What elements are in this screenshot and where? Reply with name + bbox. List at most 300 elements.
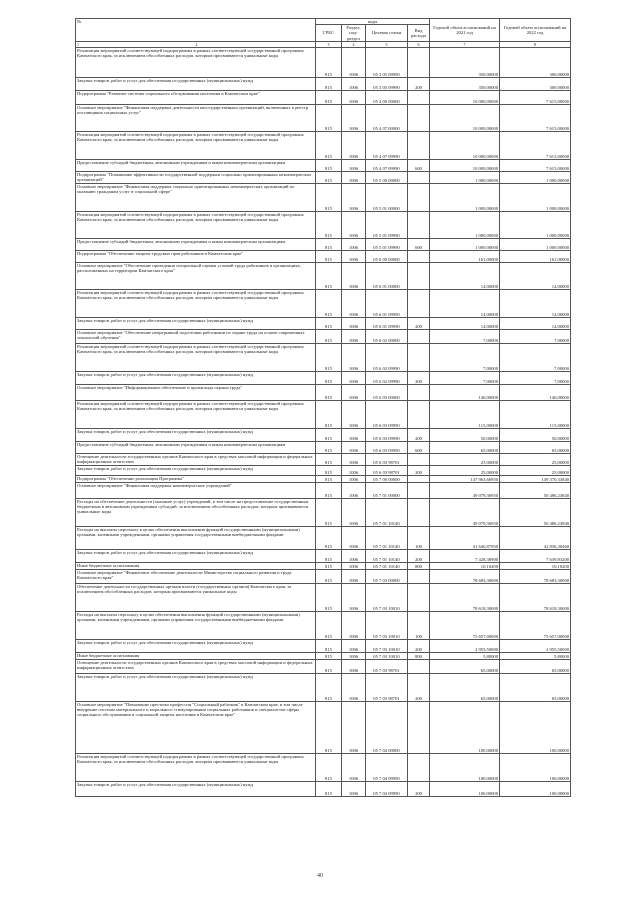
row-section: 1006 bbox=[342, 673, 366, 701]
row-target-article: 05 6 01 09990 bbox=[366, 317, 408, 329]
row-expense-type bbox=[408, 498, 430, 526]
row-section: 1006 bbox=[342, 183, 366, 211]
row-target-article: 05 6 02 00000 bbox=[366, 329, 408, 343]
column-index: 1 2 bbox=[76, 41, 316, 47]
row-expense-type bbox=[408, 475, 430, 482]
row-grbs: 815 bbox=[316, 77, 342, 90]
row-grbs: 815 bbox=[316, 482, 342, 498]
row-grbs: 815 bbox=[316, 289, 342, 317]
row-target-article: 05 4 07 00000 bbox=[366, 104, 408, 131]
row-name: Закупка товаров, работ и услуг для обеспечения государственных (муниципальных) нужд bbox=[76, 317, 316, 329]
row-name: Иные бюджетные ассигнования bbox=[76, 562, 316, 569]
table-body bbox=[76, 47, 571, 796]
row-amount-2022: 78 618,30000 bbox=[500, 583, 571, 611]
table-row bbox=[76, 131, 571, 159]
row-name: Основное мероприятие "Обеспечение проведения специальной оценки условий труда работников в организациях, расположенных на территории Камчатского края" bbox=[76, 262, 316, 289]
row-amount-2021: 1 000,00000 bbox=[430, 171, 500, 183]
row-name: Основное мероприятие "Финансовое обеспечение деятельности Министерства социального развития и труда Камчатского края" bbox=[76, 569, 316, 583]
row-grbs: 815 bbox=[316, 171, 342, 183]
row-target-article: 05 6 03 09990 bbox=[366, 428, 408, 441]
table-row bbox=[76, 652, 571, 659]
row-section: 1006 bbox=[342, 90, 366, 104]
row-target-article: 05 6 03 98701 bbox=[366, 465, 408, 475]
row-section: 1006 bbox=[342, 171, 366, 183]
row-target-article: 05 5 00 00000 bbox=[366, 171, 408, 183]
row-target-article: 05 6 03 09990 bbox=[366, 400, 408, 428]
row-expense-type bbox=[408, 659, 430, 673]
row-amount-2022: 65,00000 bbox=[500, 673, 571, 701]
header-year-2022: Годовой объем ассигнований на 2022 год bbox=[500, 19, 571, 42]
row-name: Основное мероприятие "Информационное обеспечение и пропаганда охраны труда" bbox=[76, 384, 316, 400]
row-name: Основное мероприятие "Повышение престижа профессии "Социальный работник" в Камчатском крае, в том числе внедрение системы материального и морального стимулирования социальных работников и специалистов сферы социального обслуживания и социальной защиты населения в Камчатском крае" bbox=[76, 701, 316, 753]
row-target-article: 05 6 03 09990 bbox=[366, 441, 408, 453]
row-amount-2022: 25,00000 bbox=[500, 465, 571, 475]
row-amount-2022: 161,00000 bbox=[500, 250, 571, 262]
row-expense-type bbox=[408, 453, 430, 465]
table-row bbox=[76, 482, 571, 498]
row-amount-2021: 49 079,36950 bbox=[430, 482, 500, 498]
table-row bbox=[76, 673, 571, 701]
row-name: Реализация мероприятий соответствующей подпрограммы в рамках соответствующей государственной программы Камчатского края, за исключением обособленных расходов, которым присваиваются уникальные коды bbox=[76, 211, 316, 238]
row-grbs: 815 bbox=[316, 428, 342, 441]
row-section: 1006 bbox=[342, 781, 366, 796]
row-name: Подпрограмма "Обеспечение реализации Программы" bbox=[76, 475, 316, 482]
row-grbs: 815 bbox=[316, 652, 342, 659]
row-grbs: 815 bbox=[316, 659, 342, 673]
row-grbs: 815 bbox=[316, 317, 342, 329]
table-row bbox=[76, 384, 571, 400]
row-amount-2021: 7 428,38900 bbox=[430, 549, 500, 562]
column-index: 6 bbox=[408, 41, 430, 47]
row-grbs: 815 bbox=[316, 371, 342, 384]
row-amount-2021: 100,00000 bbox=[430, 701, 500, 753]
row-grbs: 815 bbox=[316, 47, 342, 77]
row-expense-type: 800 bbox=[408, 562, 430, 569]
row-grbs: 815 bbox=[316, 781, 342, 796]
row-amount-2021: 65,00000 bbox=[430, 659, 500, 673]
table-row bbox=[76, 583, 571, 611]
row-grbs: 815 bbox=[316, 262, 342, 289]
row-amount-2021: 140,00000 bbox=[430, 384, 500, 400]
row-amount-2022: 100,00000 bbox=[500, 753, 571, 781]
row-expense-type bbox=[408, 131, 430, 159]
column-index: 4 bbox=[342, 41, 366, 47]
table-row bbox=[76, 171, 571, 183]
table-row bbox=[76, 753, 571, 781]
row-amount-2021: 50,00000 bbox=[430, 428, 500, 441]
row-section: 1006 bbox=[342, 384, 366, 400]
row-target-article: 05 6 03 98701 bbox=[366, 453, 408, 465]
header-expense-type: Вид расхода bbox=[408, 25, 430, 42]
row-amount-2021: 65,00000 bbox=[430, 441, 500, 453]
row-target-article: 05 5 01 00000 bbox=[366, 183, 408, 211]
row-amount-2021: 350,00000 bbox=[430, 77, 500, 90]
row-name: Основное мероприятие "Финансовая поддержка социально ориентированных некоммерческих организаций по оказанию гражданам услуг в социальной сфере" bbox=[76, 183, 316, 211]
row-name: Предоставление субсидий бюджетным, автономным учреждениям и иным некоммерческим организациям bbox=[76, 441, 316, 453]
table-row bbox=[76, 498, 571, 526]
row-name: Закупка товаров, работ и услуг для обеспечения государственных (муниципальных) нужд bbox=[76, 673, 316, 701]
row-expense-type: 100 bbox=[408, 611, 430, 639]
row-amount-2021: 115,00000 bbox=[430, 400, 500, 428]
row-grbs: 815 bbox=[316, 131, 342, 159]
row-target-article: 05 7 01 10140 bbox=[366, 549, 408, 562]
row-name: Подпрограмма "Обеспечение защиты трудовых прав работников в Камчатском крае" bbox=[76, 250, 316, 262]
row-expense-type bbox=[408, 400, 430, 428]
row-expense-type: 200 bbox=[408, 317, 430, 329]
row-amount-2021: 147 963,66950 bbox=[430, 475, 500, 482]
row-target-article: 05 7 03 10010 bbox=[366, 639, 408, 652]
row-amount-2022: 1 000,00000 bbox=[500, 211, 571, 238]
row-expense-type bbox=[408, 171, 430, 183]
header-section: Раздел, под-раздел bbox=[342, 25, 366, 42]
row-amount-2022: 1 000,00000 bbox=[500, 238, 571, 250]
row-target-article: 05 5 01 09990 bbox=[366, 211, 408, 238]
table-row bbox=[76, 562, 571, 569]
row-expense-type: 600 bbox=[408, 159, 430, 171]
row-section: 1006 bbox=[342, 47, 366, 77]
header-year-2021: Годовой объем ассигнований на 2021 год bbox=[430, 19, 500, 42]
row-target-article: 05 7 04 00000 bbox=[366, 701, 408, 753]
table-row bbox=[76, 183, 571, 211]
row-section: 1006 bbox=[342, 104, 366, 131]
row-amount-2021: 10 000,00000 bbox=[430, 90, 500, 104]
table-row bbox=[76, 701, 571, 753]
row-name: Закупка товаров, работ и услуг для обеспечения государственных (муниципальных) нужд bbox=[76, 77, 316, 90]
row-amount-2021: 10 000,00000 bbox=[430, 159, 500, 171]
row-name: Предоставление субсидий бюджетным, автономным учреждениям и иным некоммерческим организациям bbox=[76, 159, 316, 171]
row-amount-2022: 1 000,00000 bbox=[500, 171, 571, 183]
row-grbs: 815 bbox=[316, 441, 342, 453]
row-name: Закупка товаров, работ и услуг для обеспечения государственных (муниципальных) нужд bbox=[76, 428, 316, 441]
page-number: 40 bbox=[317, 873, 323, 879]
row-name: Реализация мероприятий соответствующей подпрограммы в рамках соответствующей государственной программы Камчатского края, за исключением обособленных расходов, которым присваиваются уникальные коды bbox=[76, 131, 316, 159]
row-amount-2021: 75 657,00000 bbox=[430, 611, 500, 639]
row-name: Подпрограмма "Повышение эффективности государственной поддержки социально ориентированных некоммерческих организаций" bbox=[76, 171, 316, 183]
row-amount-2022: 14,00000 bbox=[500, 317, 571, 329]
table-row bbox=[76, 289, 571, 317]
table-row bbox=[76, 77, 571, 90]
row-section: 1006 bbox=[342, 453, 366, 465]
row-amount-2021: 10,10200 bbox=[430, 562, 500, 569]
row-expense-type: 200 bbox=[408, 781, 430, 796]
row-amount-2022: 65,00000 bbox=[500, 659, 571, 673]
table-row bbox=[76, 453, 571, 465]
row-amount-2021: 78 618,30000 bbox=[430, 583, 500, 611]
row-name: Закупка товаров, работ и услуг для обеспечения государственных (муниципальных) нужд bbox=[76, 639, 316, 652]
row-name: Закупка товаров, работ и услуг для обеспечения государственных (муниципальных) нужд bbox=[76, 465, 316, 475]
row-amount-2022: 100,00000 bbox=[500, 781, 571, 796]
header-num: № bbox=[76, 19, 316, 42]
row-name: Расходы на обеспечение деятельности (оказание услуг) учреждений, в том числе на предоставление государственным бюджетным и автономным учреждениям субсидий, за исключением обособленных расходов, которым присваиваются уникальные коды bbox=[76, 498, 316, 526]
row-grbs: 815 bbox=[316, 329, 342, 343]
row-grbs: 815 bbox=[316, 583, 342, 611]
row-amount-2021: 14,00000 bbox=[430, 262, 500, 289]
row-section: 1006 bbox=[342, 131, 366, 159]
row-amount-2022: 7,00000 bbox=[500, 371, 571, 384]
table-row bbox=[76, 317, 571, 329]
row-target-article: 05 7 03 10010 bbox=[366, 611, 408, 639]
row-grbs: 815 bbox=[316, 250, 342, 262]
table-row bbox=[76, 465, 571, 475]
budget-table-sheet bbox=[75, 18, 570, 797]
row-expense-type bbox=[408, 104, 430, 131]
row-amount-2022: 25,00000 bbox=[500, 453, 571, 465]
row-name: Реализация мероприятий соответствующей подпрограммы в рамках соответствующей государственной программы Камчатского края, за исключением обособленных расходов, которым присваиваются уникальные коды bbox=[76, 47, 316, 77]
table-row bbox=[76, 441, 571, 453]
row-expense-type bbox=[408, 569, 430, 583]
row-amount-2022: 7 615,00000 bbox=[500, 131, 571, 159]
table-row bbox=[76, 90, 571, 104]
row-expense-type: 200 bbox=[408, 639, 430, 652]
row-name: Расходы на выплаты персоналу в целях обеспечения выполнения функций государственными (муниципальными) органами, казенными учреждениями, органами управления государственными внебюджетными фондами bbox=[76, 526, 316, 549]
row-expense-type: 800 bbox=[408, 652, 430, 659]
row-amount-2022: 2 955,50000 bbox=[500, 639, 571, 652]
row-amount-2022: 50 486,23840 bbox=[500, 482, 571, 498]
row-amount-2021: 1 000,00000 bbox=[430, 238, 500, 250]
row-name: Расходы на выплаты персоналу в целях обеспечения выполнения функций государственными (муниципальными) органами, казенными учреждениями, органами управления государственными внебюджетными фондами bbox=[76, 611, 316, 639]
row-name: Предоставление субсидий бюджетным, автономным учреждениям и иным некоммерческим организациям bbox=[76, 238, 316, 250]
header-target-article: Целевая статья bbox=[366, 25, 408, 42]
row-expense-type: 200 bbox=[408, 371, 430, 384]
row-grbs: 815 bbox=[316, 475, 342, 482]
row-name: Основное мероприятие "Финансовая поддержка деятельности негосударственных организаций, включенных в реестр поставщиков социальных услуг" bbox=[76, 104, 316, 131]
row-amount-2022: 7 639,83200 bbox=[500, 549, 571, 562]
row-target-article: 05 7 01 10140 bbox=[366, 562, 408, 569]
row-expense-type bbox=[408, 47, 430, 77]
row-expense-type bbox=[408, 211, 430, 238]
table-row bbox=[76, 343, 571, 371]
row-target-article: 05 7 00 00000 bbox=[366, 475, 408, 482]
table-row bbox=[76, 262, 571, 289]
row-amount-2021: 1 000,00000 bbox=[430, 183, 500, 211]
row-section: 1006 bbox=[342, 569, 366, 583]
row-expense-type bbox=[408, 384, 430, 400]
table-row bbox=[76, 371, 571, 384]
row-target-article: 05 6 01 09990 bbox=[366, 289, 408, 317]
row-grbs: 815 bbox=[316, 384, 342, 400]
row-name: Реализация мероприятий соответствующей подпрограммы в рамках соответствующей государственной программы Камчатского края, за исключением обособленных расходов, которым присваиваются уникальные коды bbox=[76, 753, 316, 781]
table-row bbox=[76, 47, 571, 77]
row-grbs: 815 bbox=[316, 238, 342, 250]
row-expense-type bbox=[408, 183, 430, 211]
row-target-article: 05 7 01 10140 bbox=[366, 498, 408, 526]
row-section: 1006 bbox=[342, 498, 366, 526]
row-expense-type bbox=[408, 701, 430, 753]
row-amount-2022: 10,10200 bbox=[500, 562, 571, 569]
column-index: 7 bbox=[430, 41, 500, 47]
row-section: 1006 bbox=[342, 159, 366, 171]
row-expense-type bbox=[408, 482, 430, 498]
row-expense-type bbox=[408, 262, 430, 289]
row-grbs: 815 bbox=[316, 211, 342, 238]
row-amount-2021: 7,00000 bbox=[430, 371, 500, 384]
row-target-article: 05 7 04 09990 bbox=[366, 781, 408, 796]
row-amount-2022: 1 000,00000 bbox=[500, 183, 571, 211]
row-section: 1006 bbox=[342, 289, 366, 317]
table-row bbox=[76, 238, 571, 250]
row-section: 1006 bbox=[342, 639, 366, 652]
row-target-article: 05 7 03 10010 bbox=[366, 583, 408, 611]
table-row bbox=[76, 659, 571, 673]
row-amount-2021: 78 683,30000 bbox=[430, 569, 500, 583]
row-name: Реализация мероприятий соответствующей подпрограммы в рамках соответствующей государственной программы Камчатского края, за исключением обособленных расходов, которым присваиваются уникальные коды bbox=[76, 289, 316, 317]
row-expense-type: 100 bbox=[408, 526, 430, 549]
row-expense-type bbox=[408, 90, 430, 104]
row-target-article: 05 7 03 10010 bbox=[366, 652, 408, 659]
column-index: 5 bbox=[366, 41, 408, 47]
row-name: Иные бюджетные ассигнования bbox=[76, 652, 316, 659]
row-grbs: 815 bbox=[316, 562, 342, 569]
row-amount-2022: 7,00000 bbox=[500, 343, 571, 371]
row-amount-2021: 100,00000 bbox=[430, 781, 500, 796]
table-header bbox=[76, 19, 571, 48]
row-target-article: 05 6 01 00000 bbox=[366, 262, 408, 289]
row-section: 1006 bbox=[342, 77, 366, 90]
row-amount-2022: 7 615,00000 bbox=[500, 104, 571, 131]
row-amount-2021: 350,00000 bbox=[430, 47, 500, 77]
table-row bbox=[76, 639, 571, 652]
row-grbs: 815 bbox=[316, 90, 342, 104]
row-amount-2022: 7 615,00000 bbox=[500, 159, 571, 171]
row-grbs: 815 bbox=[316, 569, 342, 583]
row-grbs: 815 bbox=[316, 400, 342, 428]
row-grbs: 815 bbox=[316, 673, 342, 701]
row-section: 1006 bbox=[342, 329, 366, 343]
row-expense-type bbox=[408, 583, 430, 611]
header-codes: коды bbox=[316, 19, 430, 25]
row-amount-2021: 1 000,00000 bbox=[430, 211, 500, 238]
row-grbs: 815 bbox=[316, 549, 342, 562]
row-target-article: 05 7 03 98701 bbox=[366, 673, 408, 701]
row-expense-type: 200 bbox=[408, 77, 430, 90]
row-target-article: 05 7 01 00000 bbox=[366, 482, 408, 498]
row-grbs: 815 bbox=[316, 159, 342, 171]
row-section: 1006 bbox=[342, 343, 366, 371]
row-expense-type: 200 bbox=[408, 549, 430, 562]
row-section: 1006 bbox=[342, 317, 366, 329]
row-target-article: 05 5 01 09990 bbox=[366, 238, 408, 250]
row-amount-2022: 300,00000 bbox=[500, 77, 571, 90]
row-target-article: 05 6 00 00000 bbox=[366, 250, 408, 262]
row-target-article: 05 3 05 09990 bbox=[366, 47, 408, 77]
row-section: 1006 bbox=[342, 475, 366, 482]
row-target-article: 05 6 02 09990 bbox=[366, 343, 408, 371]
row-amount-2022: 50,00000 bbox=[500, 428, 571, 441]
table-row bbox=[76, 475, 571, 482]
row-target-article: 05 7 03 98701 bbox=[366, 659, 408, 673]
row-amount-2021: 49 079,36950 bbox=[430, 498, 500, 526]
row-name: Обеспечение деятельности государственных органов власти (государственных органов) Камчатского края, за исключением обособленных расходов, которым присваиваются уникальные коды bbox=[76, 583, 316, 611]
row-expense-type: 200 bbox=[408, 673, 430, 701]
row-grbs: 815 bbox=[316, 498, 342, 526]
row-amount-2022: 140,00000 bbox=[500, 384, 571, 400]
row-name: Освещение деятельности государственных органов Камчатского края в средствах массовой информации и федеральных информационных агентствах bbox=[76, 659, 316, 673]
table-row bbox=[76, 611, 571, 639]
row-section: 1006 bbox=[342, 652, 366, 659]
row-section: 1006 bbox=[342, 441, 366, 453]
row-expense-type bbox=[408, 289, 430, 317]
row-grbs: 815 bbox=[316, 453, 342, 465]
row-name: Закупка товаров, работ и услуг для обеспечения государственных (муниципальных) нужд bbox=[76, 549, 316, 562]
row-expense-type bbox=[408, 250, 430, 262]
row-section: 1006 bbox=[342, 482, 366, 498]
row-section: 1006 bbox=[342, 262, 366, 289]
row-amount-2022: 115,00000 bbox=[500, 400, 571, 428]
row-grbs: 815 bbox=[316, 639, 342, 652]
row-grbs: 815 bbox=[316, 611, 342, 639]
row-section: 1006 bbox=[342, 250, 366, 262]
row-amount-2022: 14,00000 bbox=[500, 289, 571, 317]
row-amount-2021: 25,00000 bbox=[430, 465, 500, 475]
row-amount-2022: 75 657,00000 bbox=[500, 611, 571, 639]
row-name: Освещение деятельности государственных органов Камчатского края в средствах массовой информации и федеральных информационных агентствах bbox=[76, 453, 316, 465]
row-grbs: 815 bbox=[316, 465, 342, 475]
row-section: 1006 bbox=[342, 701, 366, 753]
row-section: 1006 bbox=[342, 583, 366, 611]
row-target-article: 05 7 03 00000 bbox=[366, 569, 408, 583]
row-target-article: 05 4 00 00000 bbox=[366, 90, 408, 104]
column-index: 8 bbox=[500, 41, 571, 47]
table-row bbox=[76, 526, 571, 549]
table-row bbox=[76, 400, 571, 428]
row-grbs: 815 bbox=[316, 343, 342, 371]
table-row bbox=[76, 549, 571, 562]
row-amount-2022: 65,00000 bbox=[500, 441, 571, 453]
row-target-article: 05 4 07 09990 bbox=[366, 131, 408, 159]
row-amount-2021: 10 000,00000 bbox=[430, 104, 500, 131]
column-index: 3 bbox=[316, 41, 342, 47]
row-amount-2021: 14,00000 bbox=[430, 289, 500, 317]
row-grbs: 815 bbox=[316, 104, 342, 131]
row-section: 1006 bbox=[342, 549, 366, 562]
row-grbs: 815 bbox=[316, 526, 342, 549]
row-target-article: 05 6 03 00000 bbox=[366, 384, 408, 400]
row-amount-2022: 14,00000 bbox=[500, 262, 571, 289]
table-row bbox=[76, 104, 571, 131]
row-grbs: 815 bbox=[316, 753, 342, 781]
row-expense-type bbox=[408, 343, 430, 371]
row-expense-type: 200 bbox=[408, 428, 430, 441]
row-name: Закупка товаров, работ и услуг для обеспечения государственных (муниципальных) нужд bbox=[76, 781, 316, 796]
row-section: 1006 bbox=[342, 400, 366, 428]
row-target-article: 05 4 07 09990 bbox=[366, 159, 408, 171]
row-grbs: 815 bbox=[316, 701, 342, 753]
row-grbs: 815 bbox=[316, 183, 342, 211]
row-name: Реализация мероприятий соответствующей подпрограммы в рамках соответствующей государственной программы Камчатского края, за исключением обособленных расходов, которым присваиваются уникальные коды bbox=[76, 343, 316, 371]
row-expense-type bbox=[408, 329, 430, 343]
table-row bbox=[76, 250, 571, 262]
row-amount-2022: 149 370,33840 bbox=[500, 475, 571, 482]
row-section: 1006 bbox=[342, 562, 366, 569]
row-name: Основное мероприятие "Финансовая поддержка некоммерческих учреждений" bbox=[76, 482, 316, 498]
row-section: 1006 bbox=[342, 611, 366, 639]
row-name: Реализация мероприятий соответствующей подпрограммы в рамках соответствующей государственной программы Камчатского края, за исключением обособленных расходов, которым присваиваются уникальные коды bbox=[76, 400, 316, 428]
budget-table bbox=[75, 18, 571, 797]
row-amount-2021: 25,00000 bbox=[430, 453, 500, 465]
row-section: 1006 bbox=[342, 753, 366, 781]
row-section: 1006 bbox=[342, 238, 366, 250]
row-expense-type: 600 bbox=[408, 238, 430, 250]
table-row bbox=[76, 211, 571, 238]
header-grbs: ГРБС bbox=[316, 25, 342, 42]
row-expense-type: 200 bbox=[408, 465, 430, 475]
table-row bbox=[76, 159, 571, 171]
row-amount-2022: 5,80000 bbox=[500, 652, 571, 659]
row-amount-2022: 7 615,00000 bbox=[500, 90, 571, 104]
row-section: 1006 bbox=[342, 428, 366, 441]
row-target-article: 05 3 05 09990 bbox=[366, 77, 408, 90]
row-amount-2022: 100,00000 bbox=[500, 701, 571, 753]
